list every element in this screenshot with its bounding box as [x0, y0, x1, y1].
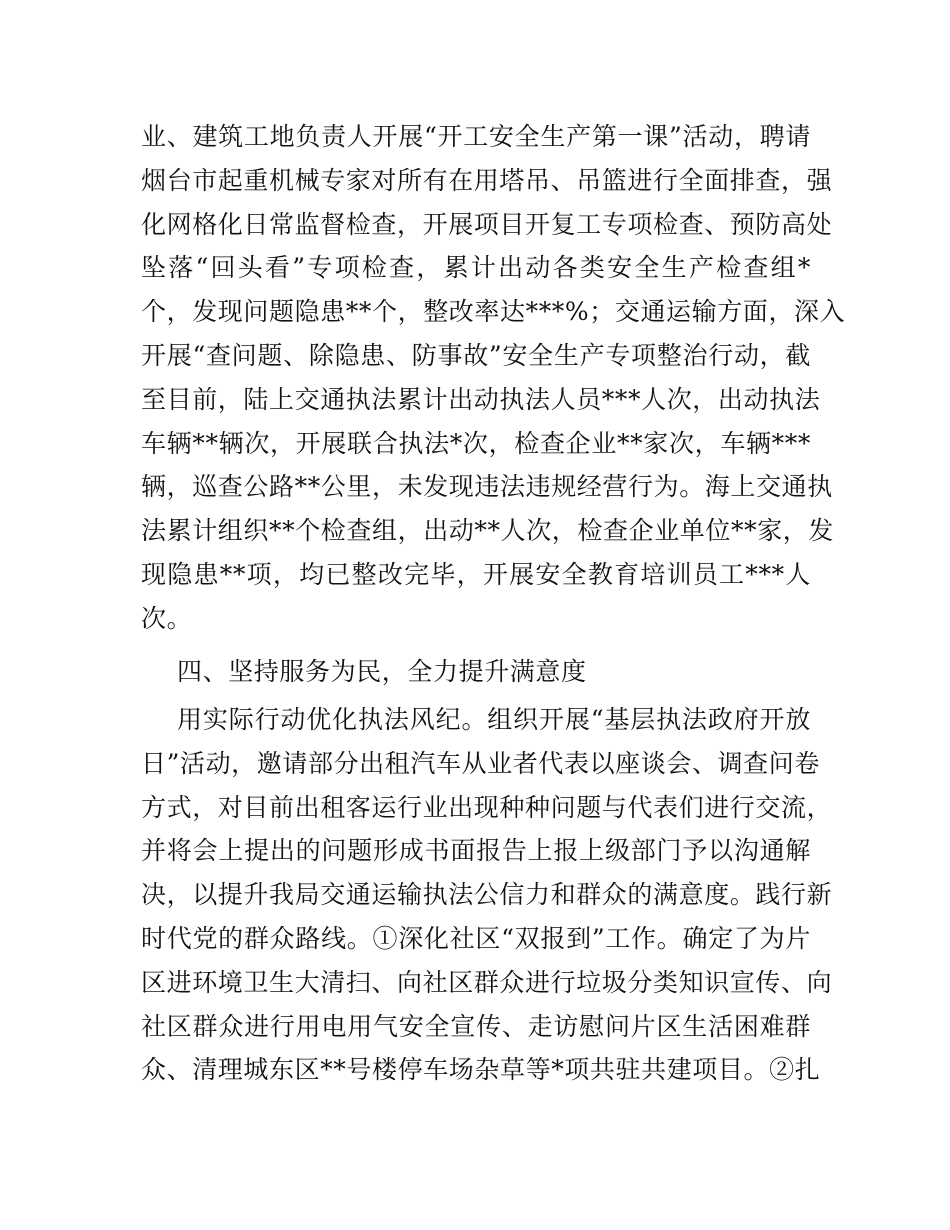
text-line: 车辆**辆次，开展联合执法*次，检查企业**家次，车辆*** — [141, 428, 811, 458]
text-line: 时代党的群众路线。①深化社区“双报到”工作。确定了为片 — [141, 923, 811, 953]
text-line: 法累计组织**个检查组，出动**人次，检查企业单位**家，发 — [141, 516, 835, 546]
text-line: 烟台市起重机械专家对所有在用塔吊、吊篮进行全面排查，强 — [141, 165, 833, 195]
text-line: 业、建筑工地负责人开展“开工安全生产第一课”活动，聘请 — [141, 122, 811, 151]
text-line: 方式，对目前出租客运行业出现种种问题与代表们进行交流， — [141, 792, 833, 822]
text-line: 区进环境卫生大清扫、向社区群众进行垃圾分类知识宣传、向 — [141, 967, 833, 997]
text-line: 众、清理城东区**号楼停车场杂草等*项共驻共建项目。②扎 — [141, 1055, 821, 1085]
text-line: 坠落“回头看”专项检查，累计出动各类安全生产检查组* — [141, 253, 811, 283]
paragraph-service — [141, 698, 833, 1092]
text-line: 并将会上提出的问题形成书面报告上报上级部门予以沟通解 — [141, 836, 811, 866]
text-line: 个，发现问题隐患**个，整改率达***%；交通运输方面，深入 — [141, 297, 846, 327]
section-heading — [141, 650, 811, 694]
text-line: 决，以提升我局交通运输执法公信力和群众的满意度。践行新 — [141, 880, 833, 910]
text-line: 日”活动，邀请部分出租汽车从业者代表以座谈会、调查问卷 — [141, 748, 820, 778]
text-line: 开展“查问题、除隐患、防事故”安全生产专项整治行动，截 — [141, 340, 811, 370]
paragraph-safety-inspection — [141, 115, 846, 641]
heading-text: 四、坚持服务为民，全力提升满意度 — [177, 657, 587, 686]
text-line: 现隐患**项，均已整改完毕，开展安全教育培训员工***人 — [141, 559, 811, 589]
text-line: 次。 — [141, 603, 193, 633]
text-line: 化网格化日常监督检查，开展项目开复工专项检查、预防高处 — [141, 209, 833, 239]
text-line: 社区群众进行用电用气安全宣传、走访慰问片区生活困难群 — [141, 1011, 811, 1041]
text-line: 用实际行动优化执法风纪。组织开展“基层执法政府开放 — [177, 705, 811, 734]
text-line: 辆，巡查公路**公里，未发现违法违规经营行为。海上交通执 — [141, 472, 833, 502]
text-line: 至目前，陆上交通执法累计出动执法人员***人次，出动执法 — [141, 384, 821, 414]
